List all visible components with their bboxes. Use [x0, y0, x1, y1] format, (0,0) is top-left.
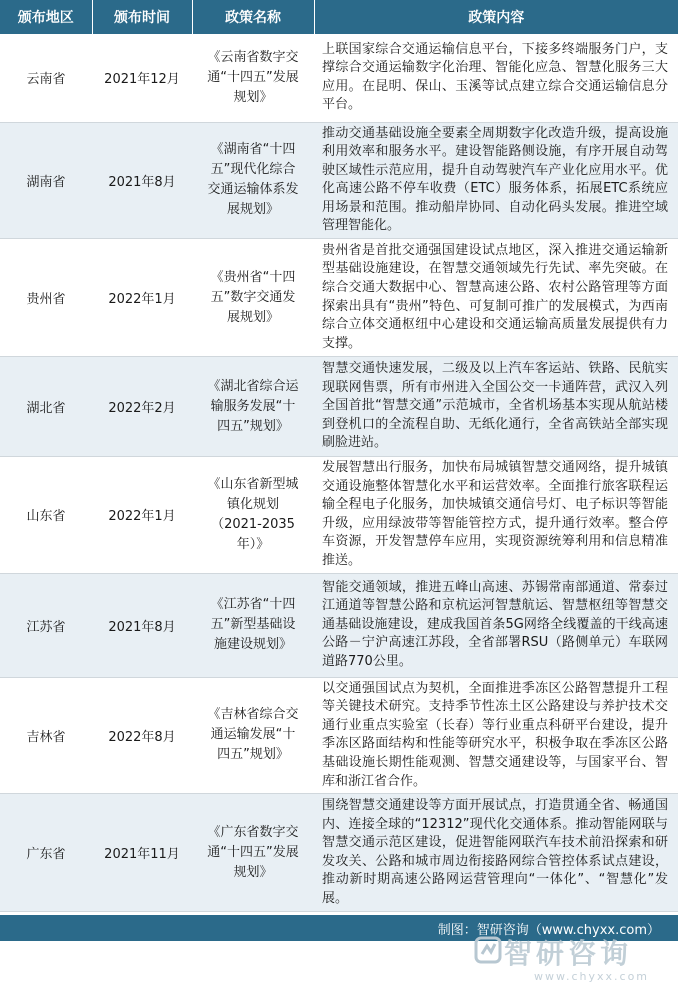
header-policy-content: 政策内容: [314, 0, 678, 34]
region-cell: 江苏省: [0, 573, 92, 677]
policy-content-cell: 上联国家综合交通运输信息平台，下接多终端服务门户，支撑综合交通运输数字化治理、智能化应急、智慧化服务三大应用。在昆明、保山、玉溪等试点建立综合交通运输信息分平台。: [314, 34, 678, 122]
table-row: [0, 573, 678, 677]
table-row: [0, 122, 678, 239]
date-cell: 2022年2月: [92, 357, 192, 457]
watermark-url: www.chyxx.com: [534, 970, 650, 983]
policy-content-cell: 以交通强国试点为契机，全面推进季冻区公路智慧提升工程等关键技术研究。支持季节性冻土区公路建设与养护技术交通行业重点实验室（长春）等行业重点科研平台建设，提升季冻区路面结构和性能等研究水平，积极争取在季冻区公路基础设施长期性能观测、智慧交通建设等，与国家平台、智库和浙江省合作。: [314, 677, 678, 794]
date-cell: 2021年12月: [92, 34, 192, 122]
policy-content-cell: 智能交通领域，推进五峰山高速、苏锡常南部通道、常泰过江通道等智慧公路和京杭运河智慧航运、智慧枢纽等智慧交通基础设施建设，建成我国首条5G网络全线覆盖的干线高速公路－宁沪高速江苏段，全省部署RSU（路侧单元）车联网道路770公里。: [314, 573, 678, 677]
region-cell: 吉林省: [0, 677, 92, 794]
table-row: [0, 34, 678, 122]
policy-content-cell: 推动交通基础设施全要素全周期数字化改造升级，提高设施利用效率和服务水平。建设智能路侧设施，有序开展自动驾驶区域性示范应用，提升自动驾驶汽车产业化应用水平。优化高速公路不停车收费（ETC）服务体系，拓展ETC系统应用场景和范围。推动船岸协同、自动化码头发展。推进空域管理智能化。: [314, 122, 678, 239]
source-credit: 制图：智研咨询（www.chyxx.com）: [437, 923, 660, 938]
watermark-name: 智研咨询: [504, 937, 633, 970]
table-row: [0, 794, 678, 912]
policy-name-cell: 《江苏省“十四五”新型基础设施建设规划》: [192, 573, 314, 677]
header-date: 颁布时间: [92, 0, 192, 34]
policy-content-cell: 围绕智慧交通建设等方面开展试点，打造贯通全省、畅通国内、连接全球的“12312”现代化交通体系。推动智能网联与智慧交通示范区建设，促进智能网联汽车技术前沿探索和研发攻关、公路和城市周边衔接路网综合管控体系试点建设，推动新时期高速公路网运营管理向“一体化”、“智慧化”发展。: [314, 794, 678, 912]
policy-name-cell: 《山东省新型城镇化规划（2021-2035年）》: [192, 457, 314, 574]
table-row: [0, 239, 678, 357]
table-header: [0, 0, 678, 34]
region-cell: 湖北省: [0, 357, 92, 457]
watermark: [474, 928, 664, 988]
header-region: 颁布地区: [0, 0, 92, 34]
table-row: [0, 357, 678, 457]
table-row: [0, 457, 678, 574]
date-cell: 2022年1月: [92, 457, 192, 574]
table-body: [0, 34, 678, 912]
policy-name-cell: 《吉林省综合交通运输发展“十四五”规划》: [192, 677, 314, 794]
region-cell: 山东省: [0, 457, 92, 574]
header-policy-name: 政策名称: [192, 0, 314, 34]
region-cell: 贵州省: [0, 239, 92, 357]
policy-name-cell: 《广东省数字交通“十四五”发展规划》: [192, 794, 314, 912]
policy-name-cell: 《湖南省“十四五”现代化综合交通运输体系发展规划》: [192, 122, 314, 239]
policy-name-cell: 《贵州省“十四五”数字交通发展规划》: [192, 239, 314, 357]
policy-name-cell: 《湖北省综合运输服务发展“十四五”规划》: [192, 357, 314, 457]
policy-name-cell: 《云南省数字交通“十四五”发展规划》: [192, 34, 314, 122]
region-cell: 云南省: [0, 34, 92, 122]
logo-icon: [474, 936, 502, 964]
table-row: [0, 677, 678, 794]
region-cell: 湖南省: [0, 122, 92, 239]
date-cell: 2021年8月: [92, 122, 192, 239]
policy-content-cell: 发展智慧出行服务，加快布局城镇智慧交通网络，提升城镇交通设施整体智慧化水平和运营效率。全面推行旅客联程运输全程电子化服务，加快城镇交通信号灯、电子标识等智能升级，应用绿波带等智能管控方式，提升通行效率。整合停车资源，开发智慧停车应用，实现资源统筹利用和信息精准推送。: [314, 457, 678, 574]
date-cell: 2021年8月: [92, 573, 192, 677]
policy-content-cell: 贵州省是首批交通强国建设试点地区，深入推进交通运输新型基础设施建设，在智慧交通领域先行先试、率先突破。在综合交通大数据中心、智慧高速公路、农村公路管理等方面探索出具有“贵州”特色、可复制可推广的发展模式，为西南综合立体交通枢纽中心建设和交通运输高质量发展提供有力支撑。: [314, 239, 678, 357]
date-cell: 2021年11月: [92, 794, 192, 912]
region-cell: 广东省: [0, 794, 92, 912]
date-cell: 2022年8月: [92, 677, 192, 794]
date-cell: 2022年1月: [92, 239, 192, 357]
policy-content-cell: 智慧交通快速发展，二级及以上汽车客运站、铁路、民航实现联网售票，所有市州进入全国公交一卡通阵营，武汉入列全国首批“智慧交通”示范城市，全省机场基本实现从航站楼到登机口的全流程自助、无纸化通行，全省高铁站全部实现刷脸进站。: [314, 357, 678, 457]
